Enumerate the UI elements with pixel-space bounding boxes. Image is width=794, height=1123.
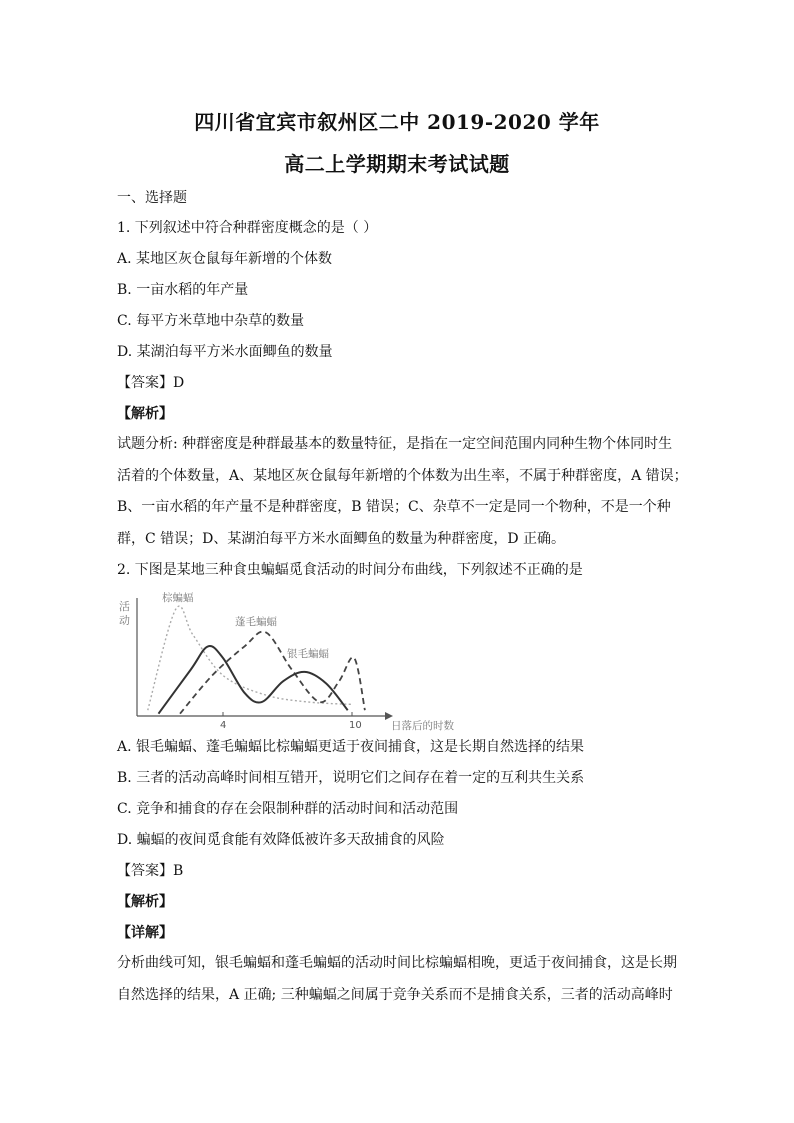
question-1-analysis-heading: 【解析】	[117, 406, 173, 422]
question-2-detail-heading: 【详解】	[117, 925, 173, 941]
detail-line: 分析曲线可知，银毛蝙蝠和蓬毛蝙蝠的活动时间比棕蝙蝠相晚，更适于夜间捕食，这是长期	[117, 955, 677, 971]
x-tick-label: 10	[349, 720, 362, 731]
detail-line: 自然选择的结果，A 正确; 三种蝙蝠之间属于竞争关系而不是捕食关系，三者的活动高峰时	[117, 986, 673, 1003]
x-axis-arrow	[385, 712, 393, 720]
document-title-line2: 高二上学期期末考试试题	[284, 152, 510, 176]
question-1-option-c: C. 每平方米草地中杂草的数量	[117, 313, 305, 329]
analysis-line: B、一亩水稻的年产量不是种群密度，B 错误；C、杂草不一定是同一个物种，不是一个种	[117, 499, 671, 515]
question-2-option-c: C. 竞争和捕食的存在会限制种群的活动时间和活动范围	[117, 801, 459, 817]
question-2-option-b: B. 三者的活动高峰时间相互错开，说明它们之间存在着一定的互利共生关系	[117, 770, 585, 786]
series-label-1: 棕蝙蝠	[162, 592, 194, 604]
question-1-answer: 【答案】D	[117, 375, 185, 391]
document-title-line1: 四川省宜宾市叙州区二中 2019-2020 学年	[194, 110, 600, 134]
series-label-3: 银毛蝙蝠	[287, 648, 329, 660]
x-axis-label: 日落后的时数	[391, 720, 454, 732]
question-1-stem: 1. 下列叙述中符合种群密度概念的是（ ）	[117, 220, 378, 236]
question-2-stem: 2. 下图是某地三种食虫蝙蝠觅食活动的时间分布曲线，下列叙述不正确的是	[117, 562, 583, 578]
question-1-option-b: B. 一亩水稻的年产量	[117, 282, 249, 298]
question-2-analysis-heading: 【解析】	[117, 894, 173, 910]
bat-activity-chart	[117, 588, 467, 733]
y-axis-label-1: 活	[119, 600, 130, 613]
analysis-line: 群，C 错误；D、某湖泊每平方米水面鲫鱼的数量为种群密度，D 正确。	[117, 530, 566, 547]
question-1-option-d: D. 某湖泊每平方米水面鲫鱼的数量	[117, 344, 333, 360]
question-2-option-d: D. 蝙蝠的夜间觅食能有效降低被许多天敌捕食的风险	[117, 832, 445, 848]
analysis-line: 试题分析: 种群密度是种群最基本的数量特征，是指在一定空间范围内同种生物个体同时生	[117, 436, 673, 452]
series-label-2: 蓬毛蝙蝠	[235, 616, 277, 628]
question-1-analysis	[117, 429, 688, 555]
section-heading: 一、选择题	[117, 190, 187, 206]
question-2-option-a: A. 银毛蝙蝠、蓬毛蝙蝠比棕蝙蝠更适于夜间捕食，这是长期自然选择的结果	[117, 739, 585, 755]
y-axis-label-2: 动	[119, 614, 130, 627]
series-line-2	[180, 632, 365, 714]
question-1-option-a: A. 某地区灰仓鼠每年新增的个体数	[117, 251, 333, 267]
question-2-answer: 【答案】B	[117, 863, 184, 879]
question-2-detail	[117, 948, 683, 1011]
x-tick-label: 4	[220, 720, 227, 731]
analysis-line: 活着的个体数量，A、某地区灰仓鼠每年新增的个体数为出生率，不属于种群密度，A 错误；	[117, 467, 688, 484]
